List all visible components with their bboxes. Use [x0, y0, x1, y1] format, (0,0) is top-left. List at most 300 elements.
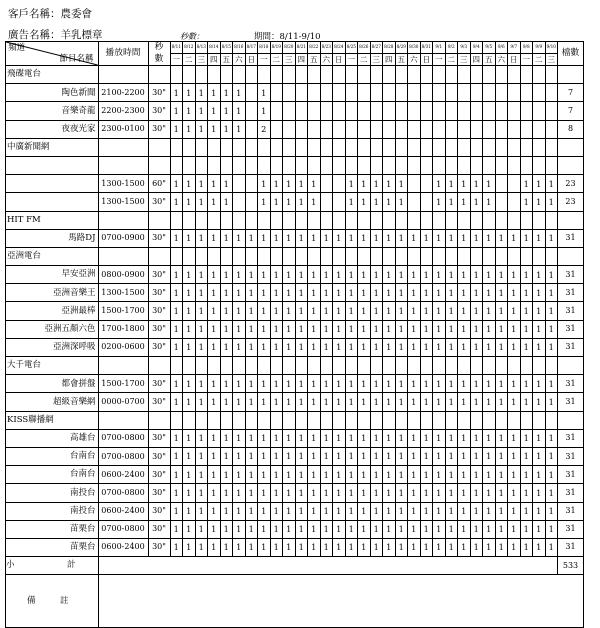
group-day-cell — [270, 247, 283, 265]
day-spot-cell: 1 — [183, 447, 196, 465]
day-spot-cell: 1 — [445, 520, 458, 538]
row-total: 31 — [558, 520, 584, 538]
group-day-cell — [483, 211, 496, 229]
day-spot-cell: 1 — [183, 302, 196, 320]
day-spot-cell: 1 — [270, 484, 283, 502]
day-spot-cell — [508, 156, 521, 174]
spot-seconds: 30" — [148, 102, 170, 120]
day-spot-cell: 1 — [333, 520, 346, 538]
day-spot-cell: 1 — [233, 520, 246, 538]
group-day-cell — [470, 411, 483, 429]
day-spot-cell: 1 — [258, 320, 271, 338]
remarks-label: 備 註 — [6, 575, 99, 628]
day-spot-cell: 1 — [433, 429, 446, 447]
day-spot-cell — [370, 84, 383, 102]
day-spot-cell: 1 — [295, 266, 308, 284]
day-spot-cell: 1 — [383, 320, 396, 338]
day-spot-cell: 1 — [345, 429, 358, 447]
day-spot-cell — [533, 156, 546, 174]
day-spot-cell: 1 — [408, 393, 421, 411]
group-day-cell — [395, 66, 408, 84]
day-spot-cell — [345, 102, 358, 120]
day-spot-cell: 1 — [495, 302, 508, 320]
channel-program-header — [6, 42, 99, 66]
group-day-cell — [533, 411, 546, 429]
program-name: 早安亞洲 — [6, 266, 99, 284]
date-header: 9/6 — [495, 42, 508, 54]
day-spot-cell: 1 — [333, 502, 346, 520]
period-value: 8/11-9/10 — [279, 32, 321, 42]
day-spot-cell — [295, 84, 308, 102]
day-spot-cell: 1 — [395, 266, 408, 284]
day-spot-cell: 1 — [445, 175, 458, 193]
group-day-cell — [533, 247, 546, 265]
day-spot-cell: 1 — [258, 393, 271, 411]
group-day-cell — [208, 357, 221, 375]
day-spot-cell: 1 — [170, 520, 183, 538]
group-seconds — [148, 247, 170, 265]
day-spot-cell: 1 — [433, 320, 446, 338]
day-spot-cell: 1 — [395, 538, 408, 556]
day-spot-cell: 1 — [458, 375, 471, 393]
group-day-cell — [245, 357, 258, 375]
remarks-content — [98, 575, 584, 628]
day-spot-cell: 1 — [408, 538, 421, 556]
day-spot-cell: 1 — [308, 175, 321, 193]
header-row-dates — [6, 42, 584, 54]
day-spot-cell: 1 — [383, 284, 396, 302]
day-spot-cell: 1 — [170, 538, 183, 556]
group-day-cell — [283, 411, 296, 429]
day-spot-cell — [408, 102, 421, 120]
day-spot-cell: 1 — [508, 520, 521, 538]
day-spot-cell: 1 — [420, 302, 433, 320]
day-spot-cell — [483, 102, 496, 120]
weekday-header: 六 — [408, 54, 421, 66]
day-spot-cell — [433, 156, 446, 174]
program-row — [6, 393, 584, 411]
weekday-header: 一 — [345, 54, 358, 66]
day-spot-cell: 1 — [295, 229, 308, 247]
group-day-cell — [495, 211, 508, 229]
day-spot-cell: 1 — [520, 375, 533, 393]
day-spot-cell: 1 — [420, 320, 433, 338]
day-spot-cell: 1 — [533, 484, 546, 502]
day-spot-cell: 1 — [320, 320, 333, 338]
group-day-cell — [320, 66, 333, 84]
day-spot-cell: 1 — [520, 484, 533, 502]
group-day-cell — [170, 357, 183, 375]
day-spot-cell: 1 — [458, 320, 471, 338]
day-spot-cell: 1 — [195, 520, 208, 538]
date-header: 8/13 — [195, 42, 208, 54]
day-spot-cell: 1 — [520, 175, 533, 193]
day-spot-cell: 1 — [245, 284, 258, 302]
day-spot-cell — [508, 175, 521, 193]
day-spot-cell: 1 — [283, 338, 296, 356]
day-spot-cell: 1 — [195, 484, 208, 502]
day-spot-cell: 1 — [545, 229, 558, 247]
day-spot-cell: 1 — [420, 484, 433, 502]
day-spot-cell: 1 — [483, 320, 496, 338]
spot-seconds: 30" — [148, 338, 170, 356]
day-spot-cell: 1 — [320, 375, 333, 393]
day-spot-cell: 1 — [195, 102, 208, 120]
day-spot-cell — [245, 175, 258, 193]
group-day-cell — [445, 211, 458, 229]
day-spot-cell: 1 — [395, 193, 408, 211]
spot-seconds: 60" — [148, 175, 170, 193]
day-spot-cell: 1 — [433, 175, 446, 193]
group-day-cell — [420, 66, 433, 84]
spot-seconds: 30" — [148, 193, 170, 211]
day-spot-cell: 1 — [533, 538, 546, 556]
group-day-cell — [408, 411, 421, 429]
day-spot-cell: 1 — [370, 284, 383, 302]
day-spot-cell: 1 — [208, 520, 221, 538]
day-spot-cell: 1 — [345, 175, 358, 193]
day-spot-cell: 1 — [195, 466, 208, 484]
day-spot-cell: 1 — [470, 520, 483, 538]
day-spot-cell: 1 — [270, 466, 283, 484]
day-spot-cell: 1 — [445, 302, 458, 320]
day-spot-cell: 1 — [183, 484, 196, 502]
program-name: 苗栗台 — [6, 520, 99, 538]
day-spot-cell: 1 — [308, 266, 321, 284]
row-total: 31 — [558, 375, 584, 393]
day-spot-cell: 1 — [195, 229, 208, 247]
group-day-cell — [320, 357, 333, 375]
day-spot-cell: 1 — [295, 447, 308, 465]
day-spot-cell: 1 — [220, 484, 233, 502]
group-day-cell — [220, 66, 233, 84]
day-spot-cell: 1 — [370, 484, 383, 502]
weekday-header: 六 — [495, 54, 508, 66]
group-day-cell — [545, 247, 558, 265]
day-spot-cell: 1 — [483, 193, 496, 211]
day-spot-cell: 1 — [533, 393, 546, 411]
date-header: 9/3 — [458, 42, 471, 54]
program-row — [6, 538, 584, 556]
day-spot-cell: 1 — [508, 338, 521, 356]
day-spot-cell: 1 — [258, 266, 271, 284]
day-spot-cell: 1 — [220, 120, 233, 138]
group-day-cell — [508, 411, 521, 429]
day-spot-cell: 1 — [258, 338, 271, 356]
day-spot-cell — [433, 84, 446, 102]
day-spot-cell: 1 — [220, 502, 233, 520]
day-spot-cell: 1 — [308, 302, 321, 320]
group-seconds — [148, 138, 170, 156]
day-spot-cell: 1 — [533, 193, 546, 211]
day-spot-cell: 1 — [195, 429, 208, 447]
day-spot-cell — [195, 156, 208, 174]
program-row — [6, 84, 584, 102]
day-spot-cell: 1 — [308, 320, 321, 338]
group-day-cell — [545, 411, 558, 429]
group-day-cell — [358, 247, 371, 265]
group-day-cell — [333, 357, 346, 375]
spot-seconds: 30" — [148, 520, 170, 538]
day-spot-cell — [545, 156, 558, 174]
weekday-header: 三 — [283, 54, 296, 66]
day-spot-cell: 1 — [533, 447, 546, 465]
day-spot-cell: 1 — [258, 375, 271, 393]
date-header: 8/31 — [420, 42, 433, 54]
day-spot-cell: 1 — [383, 266, 396, 284]
day-spot-cell: 1 — [358, 429, 371, 447]
air-time: 1300-1500 — [98, 284, 148, 302]
day-spot-cell: 1 — [183, 538, 196, 556]
day-spot-cell: 1 — [258, 284, 271, 302]
day-spot-cell: 1 — [433, 338, 446, 356]
day-spot-cell: 1 — [208, 538, 221, 556]
day-spot-cell — [395, 156, 408, 174]
day-spot-cell: 1 — [170, 84, 183, 102]
day-spot-cell: 1 — [208, 484, 221, 502]
group-day-cell — [545, 66, 558, 84]
row-total: 31 — [558, 284, 584, 302]
group-day-cell — [345, 211, 358, 229]
client-name-line — [8, 6, 92, 21]
date-header: 9/4 — [470, 42, 483, 54]
day-spot-cell: 1 — [233, 338, 246, 356]
day-spot-cell: 1 — [308, 393, 321, 411]
day-spot-cell: 1 — [270, 302, 283, 320]
day-spot-cell: 1 — [383, 393, 396, 411]
day-spot-cell: 1 — [345, 284, 358, 302]
day-spot-cell: 1 — [458, 538, 471, 556]
spot-seconds: 30" — [148, 120, 170, 138]
day-spot-cell: 1 — [483, 520, 496, 538]
row-total: 23 — [558, 175, 584, 193]
group-day-cell — [383, 211, 396, 229]
program-row — [6, 302, 584, 320]
group-row — [6, 247, 584, 265]
group-day-cell — [283, 138, 296, 156]
day-spot-cell: 1 — [470, 393, 483, 411]
program-name: 陶色新聞 — [6, 84, 99, 102]
group-day-cell — [170, 247, 183, 265]
group-day-cell — [208, 211, 221, 229]
day-spot-cell — [358, 84, 371, 102]
day-spot-cell — [508, 84, 521, 102]
day-spot-cell — [483, 120, 496, 138]
day-spot-cell: 1 — [383, 193, 396, 211]
group-day-cell — [383, 411, 396, 429]
day-spot-cell: 1 — [370, 466, 383, 484]
group-day-cell — [358, 357, 371, 375]
day-spot-cell: 1 — [545, 484, 558, 502]
group-day-cell — [520, 357, 533, 375]
day-spot-cell: 1 — [495, 502, 508, 520]
group-day-cell — [545, 357, 558, 375]
day-spot-cell: 1 — [270, 520, 283, 538]
air-time: 1500-1700 — [98, 302, 148, 320]
group-day-cell — [245, 411, 258, 429]
day-spot-cell — [358, 156, 371, 174]
day-spot-cell: 1 — [545, 466, 558, 484]
day-spot-cell — [170, 156, 183, 174]
day-spot-cell: 1 — [345, 466, 358, 484]
group-day-cell — [433, 411, 446, 429]
day-spot-cell: 1 — [283, 520, 296, 538]
day-spot-cell — [520, 120, 533, 138]
air-time: 0700-0800 — [98, 520, 148, 538]
day-spot-cell: 1 — [483, 466, 496, 484]
day-spot-cell — [445, 102, 458, 120]
group-day-cell — [533, 357, 546, 375]
group-time — [98, 411, 148, 429]
day-spot-cell: 1 — [208, 229, 221, 247]
group-day-cell — [233, 247, 246, 265]
day-spot-cell: 1 — [170, 502, 183, 520]
day-spot-cell: 1 — [208, 84, 221, 102]
date-header: 8/30 — [408, 42, 421, 54]
day-spot-cell: 1 — [433, 466, 446, 484]
group-day-cell — [383, 66, 396, 84]
day-spot-cell: 1 — [233, 302, 246, 320]
spot-seconds: 30" — [148, 447, 170, 465]
group-day-cell — [420, 247, 433, 265]
day-spot-cell: 1 — [295, 502, 308, 520]
day-spot-cell — [245, 120, 258, 138]
day-spot-cell: 1 — [408, 338, 421, 356]
day-spot-cell: 1 — [520, 284, 533, 302]
day-spot-cell: 1 — [245, 338, 258, 356]
group-day-cell — [458, 247, 471, 265]
day-spot-cell: 1 — [170, 375, 183, 393]
group-day-cell — [533, 138, 546, 156]
day-spot-cell: 1 — [233, 429, 246, 447]
day-spot-cell: 1 — [370, 447, 383, 465]
day-spot-cell — [358, 120, 371, 138]
day-spot-cell: 1 — [258, 466, 271, 484]
remarks-row — [6, 575, 584, 628]
group-day-cell — [433, 138, 446, 156]
day-spot-cell: 1 — [358, 320, 371, 338]
day-spot-cell: 1 — [395, 429, 408, 447]
day-spot-cell: 1 — [358, 447, 371, 465]
day-spot-cell: 1 — [470, 375, 483, 393]
group-total — [558, 247, 584, 265]
spot-seconds: 30" — [148, 538, 170, 556]
day-spot-cell: 1 — [545, 520, 558, 538]
day-spot-cell — [508, 102, 521, 120]
day-spot-cell: 1 — [320, 393, 333, 411]
group-day-cell — [345, 138, 358, 156]
group-day-cell — [270, 66, 283, 84]
day-spot-cell — [295, 102, 308, 120]
day-spot-cell: 1 — [520, 466, 533, 484]
day-spot-cell: 1 — [270, 175, 283, 193]
group-row — [6, 138, 584, 156]
date-header: 8/24 — [333, 42, 346, 54]
day-spot-cell: 1 — [383, 447, 396, 465]
day-spot-cell — [520, 84, 533, 102]
day-spot-cell — [345, 120, 358, 138]
group-time — [98, 247, 148, 265]
group-day-cell — [545, 211, 558, 229]
program-header: 節目名稱 — [59, 53, 94, 64]
group-day-cell — [258, 211, 271, 229]
group-day-cell — [408, 247, 421, 265]
group-seconds — [148, 211, 170, 229]
day-spot-cell — [408, 84, 421, 102]
day-spot-cell — [533, 102, 546, 120]
program-row — [6, 284, 584, 302]
day-spot-cell: 1 — [195, 538, 208, 556]
air-time: 0700-0800 — [98, 447, 148, 465]
weekday-header: 二 — [358, 54, 371, 66]
air-time: 1300-1500 — [98, 193, 148, 211]
day-spot-cell: 1 — [270, 229, 283, 247]
group-day-cell — [483, 411, 496, 429]
group-time — [98, 66, 148, 84]
day-spot-cell: 1 — [245, 375, 258, 393]
air-time: 0800-0900 — [98, 266, 148, 284]
day-spot-cell — [470, 102, 483, 120]
date-header: 8/18 — [258, 42, 271, 54]
air-time: 1300-1500 — [98, 175, 148, 193]
group-day-cell — [470, 138, 483, 156]
day-spot-cell: 1 — [183, 429, 196, 447]
day-spot-cell — [433, 120, 446, 138]
day-spot-cell: 1 — [495, 320, 508, 338]
day-spot-cell: 1 — [333, 429, 346, 447]
group-day-cell — [533, 211, 546, 229]
day-spot-cell: 1 — [445, 429, 458, 447]
day-spot-cell: 1 — [233, 120, 246, 138]
day-spot-cell: 1 — [258, 175, 271, 193]
row-total: 31 — [558, 302, 584, 320]
day-spot-cell: 1 — [508, 538, 521, 556]
day-spot-cell — [470, 156, 483, 174]
day-spot-cell: 1 — [370, 429, 383, 447]
day-spot-cell — [383, 156, 396, 174]
group-name: 飛碟電台 — [6, 66, 99, 84]
day-spot-cell: 1 — [283, 429, 296, 447]
day-spot-cell: 1 — [183, 502, 196, 520]
channel-header: 頻道 — [8, 43, 26, 53]
day-spot-cell: 1 — [383, 175, 396, 193]
day-spot-cell: 1 — [308, 338, 321, 356]
day-spot-cell: 1 — [295, 429, 308, 447]
day-spot-cell: 1 — [295, 375, 308, 393]
day-spot-cell: 1 — [170, 393, 183, 411]
date-header: 9/10 — [545, 42, 558, 54]
spot-seconds: 30" — [148, 266, 170, 284]
day-spot-cell: 1 — [220, 175, 233, 193]
day-spot-cell — [395, 120, 408, 138]
day-spot-cell: 1 — [470, 193, 483, 211]
date-header: 8/21 — [295, 42, 308, 54]
day-spot-cell: 1 — [395, 320, 408, 338]
day-spot-cell — [458, 84, 471, 102]
day-spot-cell: 1 — [170, 447, 183, 465]
weekday-header: 六 — [233, 54, 246, 66]
day-spot-cell: 1 — [470, 229, 483, 247]
time-header: 播放時間 — [98, 42, 148, 66]
day-spot-cell — [208, 156, 221, 174]
day-spot-cell: 1 — [370, 302, 383, 320]
day-spot-cell: 1 — [195, 320, 208, 338]
group-row — [6, 357, 584, 375]
day-spot-cell — [333, 193, 346, 211]
day-spot-cell: 1 — [408, 284, 421, 302]
day-spot-cell: 1 — [545, 447, 558, 465]
day-spot-cell: 1 — [308, 284, 321, 302]
